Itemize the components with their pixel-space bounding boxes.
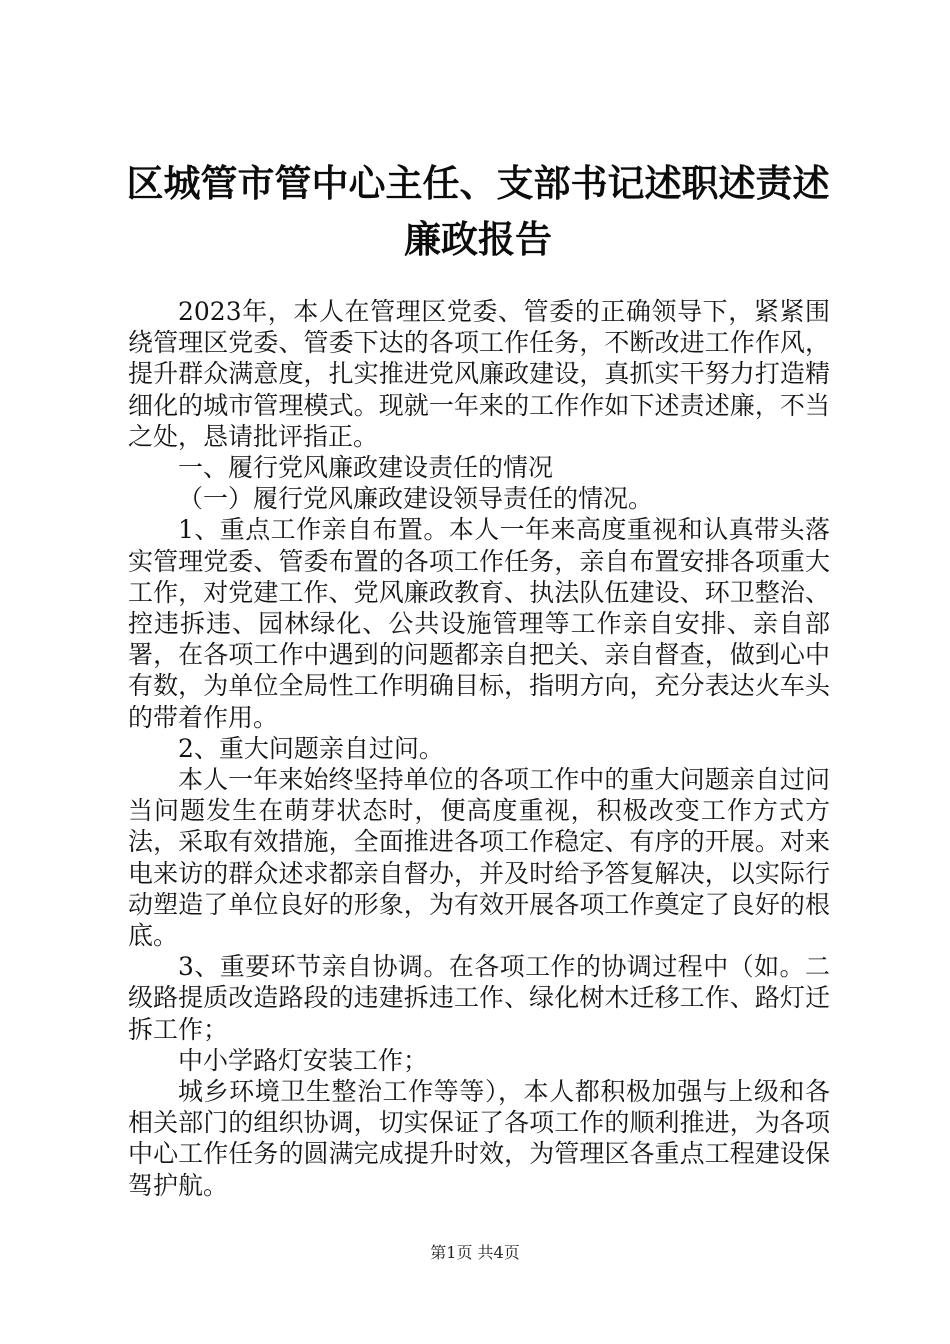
paragraph-item-3-cont: 中小学路灯安装工作； xyxy=(178,1045,429,1075)
paragraph-item-2-heading: 2、重大问题亲自过问。 xyxy=(178,733,444,763)
paragraph-item-2-body: 本人一年来始终坚持单位的各项工作中的重大问题亲自过问当问题发生在萌芽状态时，便高度重视，积极改变工作方式方法，采取有效措施，全面推进各项工作稳定、有序的开展。对来电来访的群众述求都亲自督办，并及时给予答复解决，以实际行动塑造了单位良好的形象，为有效开展各项工作奠定了良好的根底。 xyxy=(128,765,830,951)
paragraph-intro: 2023年，本人在管理区党委、管委的正确领导下，紧紧围绕管理区党委、管委下达的各项工作任务，不断改进工作作风，提升群众满意度，扎实推进党风廉政建设，真抓实干努力打造精细化的城市管理模式。现就一年来的工作作如下述责述廉，不当之处，恳请批评指正。 xyxy=(128,297,830,451)
section-heading-1: 一、履行党风廉政建设责任的情况 xyxy=(178,453,554,483)
subsection-heading-1: （一）履行党风廉政建设领导责任的情况。 xyxy=(178,484,654,514)
document-body xyxy=(128,296,830,1201)
page-number-footer: 第1页 共4页 xyxy=(430,1243,520,1262)
paragraph-item-1: 1、重点工作亲自布置。本人一年来高度重视和认真带头落实管理党委、管委布置的各项工作任务，亲自布置安排各项重大工作，对党建工作、党风廉政教育、执法队伍建设、环卫整治、控违拆违、园林绿化、公共设施管理等工作亲自安排、亲自部署，在各项工作中遇到的问题都亲自把关、亲自督查，做到心中有数，为单位全局性工作明确目标，指明方向，充分表达火车头的带着作用。 xyxy=(128,515,830,732)
paragraph-item-3-end: 城乡环境卫生整治工作等等），本人都积极加强与上级和各相关部门的组织协调，切实保证了各项工作的顺利推进，为各项中心工作任务的圆满完成提升时效，为管理区各重点工程建设保驾护航。 xyxy=(128,1077,830,1200)
document-title: 区城管市管中心主任、支部书记述职述责述廉政报告 xyxy=(126,162,830,261)
paragraph-item-3: 3、重要环节亲自协调。在各项工作的协调过程中（如。二级路提质改造路段的违建拆违工作、绿化树木迁移工作、路灯迁拆工作； xyxy=(128,952,830,1044)
